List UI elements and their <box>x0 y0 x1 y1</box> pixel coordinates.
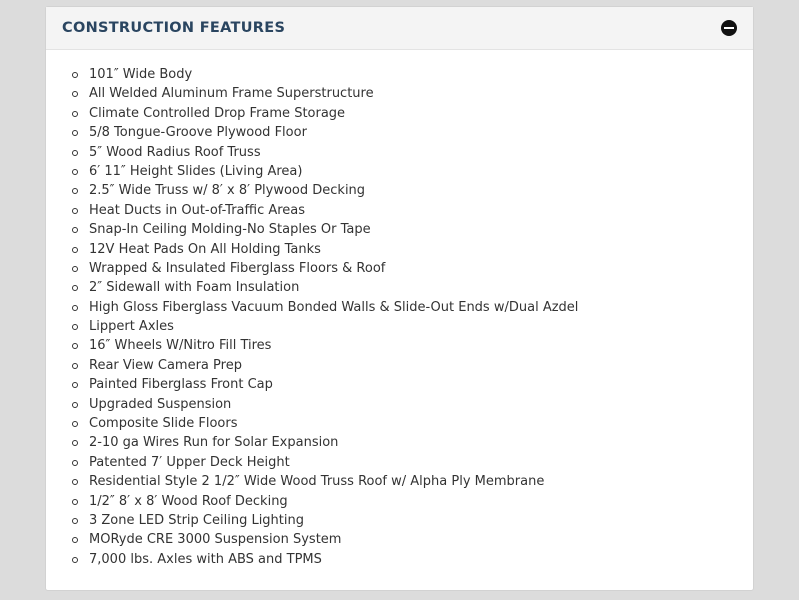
list-item: 6′ 11″ Height Slides (Living Area) <box>69 162 753 181</box>
construction-features-panel <box>45 6 754 591</box>
list-item: 5″ Wood Radius Roof Truss <box>69 143 753 162</box>
list-item: Snap-In Ceiling Molding-No Staples Or Tape <box>69 220 753 239</box>
list-item: MORyde CRE 3000 Suspension System <box>69 530 753 549</box>
panel-title: CONSTRUCTION FEATURES <box>62 20 286 36</box>
list-item: 7,000 lbs. Axles with ABS and TPMS <box>69 550 753 569</box>
list-item: High Gloss Fiberglass Vacuum Bonded Walls & Slide-Out Ends w/Dual Azdel <box>69 298 753 317</box>
list-item: 101″ Wide Body <box>69 65 753 84</box>
list-item: Painted Fiberglass Front Cap <box>69 375 753 394</box>
list-item: Rear View Camera Prep <box>69 356 753 375</box>
minus-circle-icon[interactable] <box>721 20 737 36</box>
list-item: 2″ Sidewall with Foam Insulation <box>69 278 753 297</box>
list-item: Composite Slide Floors <box>69 414 753 433</box>
list-item: 2.5″ Wide Truss w/ 8′ x 8′ Plywood Decking <box>69 181 753 200</box>
list-item: Wrapped & Insulated Fiberglass Floors & Roof <box>69 259 753 278</box>
list-item: Residential Style 2 1/2″ Wide Wood Truss Roof w/ Alpha Ply Membrane <box>69 472 753 491</box>
list-item: 12V Heat Pads On All Holding Tanks <box>69 240 753 259</box>
feature-list <box>46 50 753 569</box>
list-item: Patented 7′ Upper Deck Height <box>69 453 753 472</box>
list-item: Heat Ducts in Out-of-Traffic Areas <box>69 201 753 220</box>
list-item: 3 Zone LED Strip Ceiling Lighting <box>69 511 753 530</box>
list-item: All Welded Aluminum Frame Superstructure <box>69 84 753 103</box>
list-item: 2-10 ga Wires Run for Solar Expansion <box>69 433 753 452</box>
list-item: Climate Controlled Drop Frame Storage <box>69 104 753 123</box>
list-item: Lippert Axles <box>69 317 753 336</box>
list-item: Upgraded Suspension <box>69 395 753 414</box>
list-item: 1/2″ 8′ x 8′ Wood Roof Decking <box>69 492 753 511</box>
list-item: 5/8 Tongue-Groove Plywood Floor <box>69 123 753 142</box>
panel-header[interactable] <box>46 7 753 50</box>
list-item: 16″ Wheels W/Nitro Fill Tires <box>69 336 753 355</box>
